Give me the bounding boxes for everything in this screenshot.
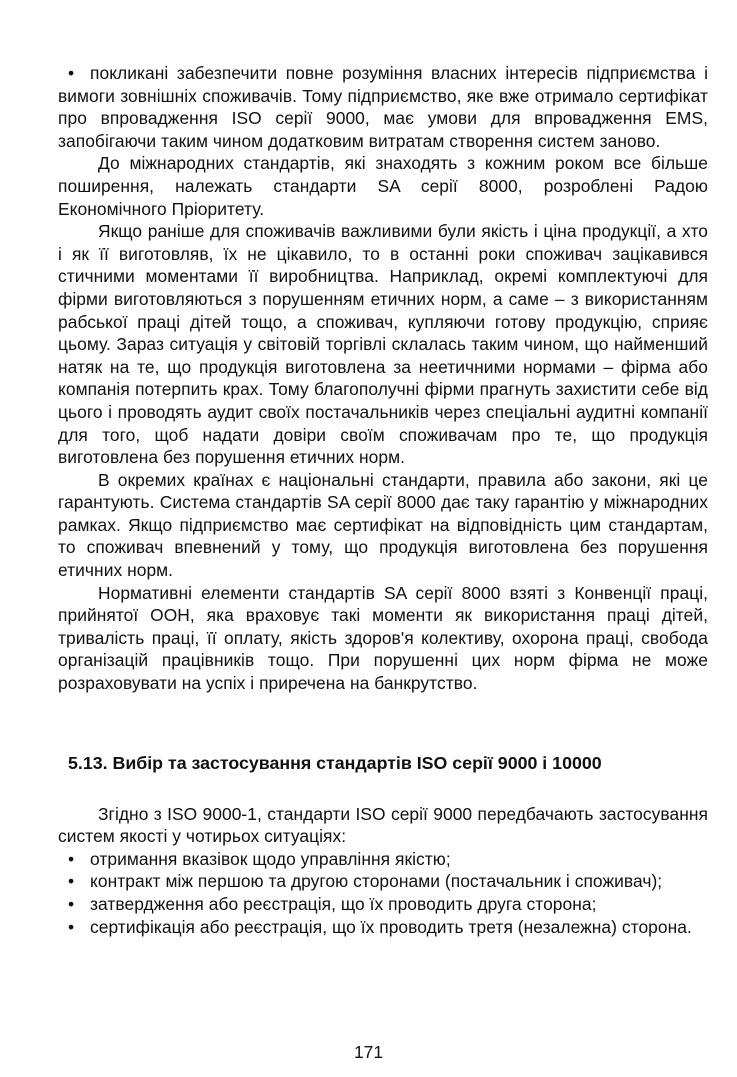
paragraph-3 — [58, 220, 708, 469]
bullet-marker: • — [68, 871, 75, 892]
list-item-4 — [58, 916, 708, 939]
list-item-2-text: контракт між першою та другою сторонами (постачальник і споживач); — [90, 871, 663, 892]
paragraph-4 — [58, 469, 708, 582]
list-item-1 — [58, 848, 708, 871]
list-item-4-text: сертифікація або реєстрація, що їх проводить третя (незалежна) сторона. — [90, 916, 692, 937]
page-content — [58, 62, 708, 938]
paragraph-1 — [58, 62, 708, 152]
list-item-1-text: отримання вказівок щодо управління якістю; — [90, 848, 451, 869]
page-number: 171 — [353, 1042, 383, 1062]
paragraph-6-text: Згідно з ISO 9000-1, стандарти ISO серії 9000 передбачають застосування систем якості у чотирьох ситуаціях: — [58, 803, 708, 847]
bullet-marker: • — [68, 848, 75, 869]
paragraph-1-text: покликані забезпечити повне розуміння власних інтересів підприємства і вимоги зовнішніх споживачів. Тому підприємство, яке вже отримало сертифікат про впровадження ISO серії 9000, має умови для впровадження EMS, запобігаючи таким чином додатковим витратам створення систем заново. — [58, 63, 708, 151]
paragraph-4-text: В окремих країнах є національні стандарти, правила або закони, які це гарантують. Система стандартів SA серії 8000 дає таку гарантію у міжнародних рамках. Якщо підприємство має сертифікат на відповідність цим стандартам, то споживач впевнений у тому, що продукція виготовлена без порушення етичних норм. — [58, 469, 708, 581]
paragraph-6 — [58, 803, 708, 848]
bullet-marker: • — [68, 894, 75, 914]
list-item-2 — [58, 870, 708, 893]
bullet-marker: • — [68, 916, 75, 937]
bullet-marker: • — [68, 63, 75, 83]
list-item-3-text: затвердження або реєстрація, що їх проводить друга сторона; — [90, 894, 597, 914]
paragraph-3-text: Якщо раніше для споживачів важливими були якість і ціна продукції, а хто і як її виготовляв, їх не цікавило, то в останні роки споживач зацікавився стичними моментами її виробництва. Наприклад, окремі комплектуючі для фірми виготовляються з порушенням етичних норм, а саме – з використанням рабської праці дітей тощо, а споживач, купляючи готову продукцію, сприяє цьому. Зараз ситуація у світовій торгівлі склалась таким чином, що найменший натяк на те, що продукція виготовлена за неетичними нормами – фірма або компанія потерпить крах. Тому благополучні фірми прагнуть захистити себе від цього і проводять аудит своїх постачальників через спеціальні аудитні компанії для того, щоб надати довіри своїм споживачам про те, що продукція виготовлена без порушення етичних норм. — [58, 221, 708, 468]
list-item-3 — [58, 893, 708, 916]
paragraph-2 — [58, 152, 708, 220]
paragraph-5-text: Нормативні елементи стандартів SA серії 8000 взяті з Конвенції праці, прийнятої ООН, яка враховує такі моменти як використання праці дітей, тривалість праці, її оплату, якість здоров'я колективу, охорона праці, свобода організацій працівників тощо. При порушенні цих норм фірма не може розраховувати на успіх і приречена на банкрутство. — [58, 582, 708, 694]
paragraph-2-text: До міжнародних стандартів, які знаходять з кожним роком все більше поширення, належать стандарти SA серії 8000, розроблені Радою Економічного Пріоритету. — [58, 153, 708, 219]
paragraph-5 — [58, 582, 708, 695]
section-heading: 5.13. Вибір та застосування стандартів ISO серії 9000 і 10000 — [68, 752, 602, 773]
